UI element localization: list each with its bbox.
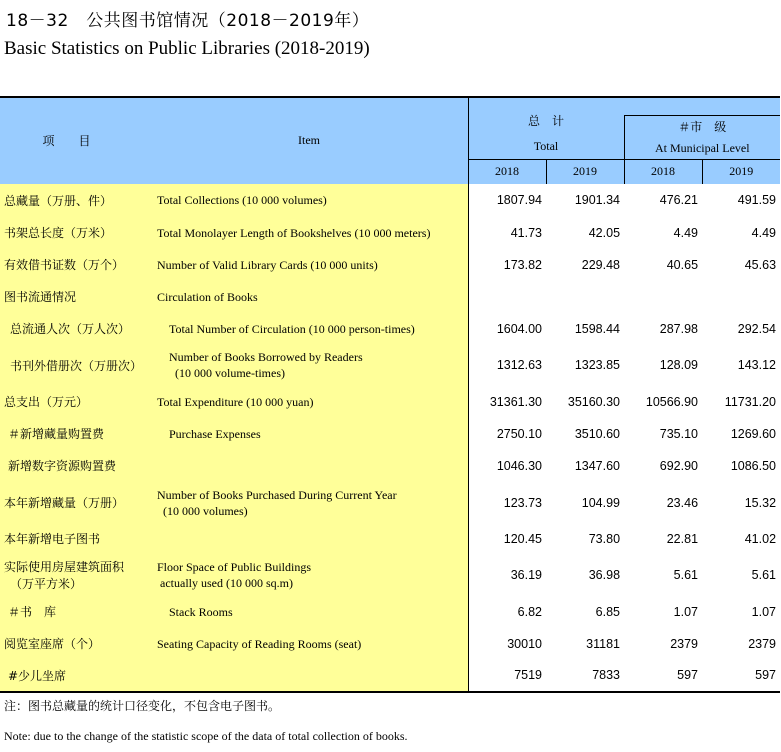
table-body — [0, 184, 780, 692]
row-label-en: Number of Books Borrowed by Readers (10 000 volume-times) — [153, 345, 468, 386]
value-cell: 31361.30 — [489, 394, 542, 409]
value-cell: 22.81 — [666, 531, 699, 546]
header-municipal — [624, 115, 780, 159]
value-cell: 5.61 — [751, 567, 777, 582]
value-cell: 143.12 — [737, 358, 777, 372]
header-total-cn: 总 计 — [528, 114, 565, 129]
value-cell: 2379 — [748, 636, 777, 651]
row-label-cn: 有效借书证数（万个） — [0, 249, 153, 281]
row-label-en: Total Number of Circulation (10 000 person-times) — [153, 313, 468, 345]
value-cell: 735.10 — [659, 426, 699, 441]
row-label-cn: 总流通人次（万人次） — [0, 313, 153, 345]
table-row — [0, 418, 780, 450]
value-cell: 1.07 — [751, 604, 777, 619]
value-cell: 6.85 — [595, 604, 621, 619]
row-label-en: Number of Valid Library Cards (10 000 units) — [153, 249, 468, 281]
row-label-cn: 总藏量（万册、件） — [0, 184, 153, 217]
value-cell: 45.63 — [744, 257, 777, 272]
table-row — [0, 249, 780, 281]
table-row — [0, 554, 780, 596]
value-cell: 30010 — [507, 636, 542, 651]
table-row — [0, 660, 780, 692]
value-cell — [624, 281, 702, 313]
value-cell: 173.82 — [503, 257, 542, 272]
value-cell: 23.46 — [666, 495, 699, 510]
row-label-en: Purchase Expenses — [153, 418, 468, 450]
value-cell: 1347.60 — [574, 458, 621, 473]
value-cell — [468, 281, 546, 313]
table-row — [0, 450, 780, 482]
row-label-cn: ＃书 库 — [0, 596, 153, 628]
row-label-cn: 新增数字资源购置费 — [0, 450, 153, 482]
value-cell: 36.19 — [510, 567, 542, 582]
header-municipal-spacer — [624, 97, 780, 115]
value-cell: 11731.20 — [724, 394, 777, 409]
row-label-cn: ＃新增藏量购置费 — [0, 418, 153, 450]
row-label-en: Total Monolayer Length of Bookshelves (10 000 meters) — [153, 217, 468, 249]
value-cell: 1.07 — [673, 604, 699, 619]
value-cell: 229.48 — [581, 257, 621, 272]
row-label-cn: 本年新增藏量（万册） — [0, 482, 153, 524]
row-label-cn: 实际使用房屋建筑面积 （万平方米） — [0, 554, 153, 596]
value-cell: 7833 — [592, 668, 621, 682]
value-cell: 10566.90 — [645, 394, 699, 409]
value-cell: 1604.00 — [496, 321, 542, 336]
row-label-cn: 图书流通情况 — [0, 281, 153, 313]
value-cell: 1086.50 — [730, 458, 777, 473]
row-label-cn: 书架总长度（万米） — [0, 217, 153, 249]
value-cell: 36.98 — [588, 567, 621, 582]
value-cell: 128.09 — [659, 358, 699, 372]
row-label-en — [153, 660, 468, 692]
row-label-cn: 书刊外借册次（万册次） — [0, 345, 153, 386]
value-cell: 40.65 — [666, 257, 699, 272]
header-municipal-cn: ＃市 级 — [678, 120, 727, 134]
row-label-en: Floor Space of Public Buildings actually used (10 000 sq.m) — [153, 554, 468, 596]
value-cell: 15.32 — [744, 495, 777, 510]
value-cell: 1807.94 — [496, 193, 542, 207]
row-label-en: Stack Rooms — [153, 596, 468, 628]
table-row — [0, 345, 780, 386]
value-cell: 120.45 — [503, 531, 542, 546]
table-title-cn: 18－32 公共图书馆情况（2018－2019年） — [6, 11, 370, 31]
row-label-en — [153, 524, 468, 554]
value-cell: 1046.30 — [496, 458, 542, 473]
table-row — [0, 524, 780, 554]
value-cell: 491.59 — [737, 193, 777, 207]
row-label-en: Number of Books Purchased During Current Year (10 000 volumes) — [153, 482, 468, 524]
table-row — [0, 184, 780, 217]
row-label-en: Seating Capacity of Reading Rooms (seat) — [153, 628, 468, 660]
row-label-cn: 总支出（万元） — [0, 386, 153, 418]
row-label-en: Total Expenditure (10 000 yuan) — [153, 386, 468, 418]
value-cell: 597 — [755, 668, 777, 682]
row-label-en: Total Collections (10 000 volumes) — [153, 184, 468, 217]
table-row — [0, 482, 780, 524]
value-cell: 5.61 — [673, 567, 699, 582]
value-cell: 1312.63 — [496, 358, 542, 372]
value-cell: 287.98 — [659, 321, 699, 336]
footnote-cn: 注：图书总藏量的统计口径变化，不包含电子图书。 — [4, 699, 281, 713]
header-total-en: Total — [533, 139, 559, 154]
table-title-en: Basic Statistics on Public Libraries (2018-2019) — [4, 38, 370, 59]
header-item-en: Item — [153, 97, 468, 184]
value-cell — [702, 281, 780, 313]
row-label-cn: #少儿坐席 — [0, 660, 153, 692]
value-cell: 692.90 — [659, 458, 699, 473]
value-cell: 476.21 — [659, 193, 699, 207]
value-cell: 597 — [677, 668, 699, 682]
value-cell: 41.02 — [744, 531, 777, 546]
value-cell: 1598.44 — [574, 321, 621, 336]
row-label-en — [153, 450, 468, 482]
row-label-en: Circulation of Books — [153, 281, 468, 313]
header-item-cn: 项 目 — [42, 134, 91, 149]
value-cell: 31181 — [586, 636, 621, 651]
row-label-cn: 本年新增电子图书 — [0, 524, 153, 554]
value-cell: 41.73 — [510, 225, 542, 240]
table-row — [0, 596, 780, 628]
header-year: 2019 — [546, 159, 624, 184]
header-municipal-en: At Municipal Level — [654, 141, 750, 155]
header-year: 2019 — [702, 159, 780, 184]
table-header — [0, 97, 780, 184]
table-row — [0, 217, 780, 249]
value-cell: 4.49 — [751, 225, 777, 240]
value-cell: 73.80 — [588, 531, 621, 546]
statistics-table — [0, 96, 780, 693]
table-row — [0, 628, 780, 660]
value-cell: 42.05 — [588, 225, 621, 240]
table-row — [0, 281, 780, 313]
value-cell: 292.54 — [737, 321, 777, 336]
value-cell: 6.82 — [517, 604, 542, 619]
value-cell: 1901.34 — [574, 193, 621, 207]
value-cell: 123.73 — [503, 495, 542, 510]
value-cell: 2750.10 — [496, 426, 542, 441]
row-label-cn: 阅览室座席（个） — [0, 628, 153, 660]
table-row — [0, 386, 780, 418]
header-total — [468, 97, 624, 159]
value-cell: 1323.85 — [574, 358, 621, 372]
value-cell: 7519 — [514, 668, 542, 682]
value-cell: 2379 — [670, 636, 699, 651]
value-cell: 3510.60 — [574, 426, 621, 441]
header-year: 2018 — [468, 159, 546, 184]
header-year: 2018 — [624, 159, 702, 184]
value-cell — [546, 281, 624, 313]
table-row — [0, 313, 780, 345]
value-cell: 1269.60 — [730, 426, 777, 441]
value-cell: 4.49 — [673, 225, 699, 240]
footnote-en: Note: due to the change of the statistic scope of the data of total collection of books. — [4, 729, 408, 743]
value-cell: 35160.30 — [567, 394, 621, 409]
value-cell: 104.99 — [581, 495, 621, 510]
